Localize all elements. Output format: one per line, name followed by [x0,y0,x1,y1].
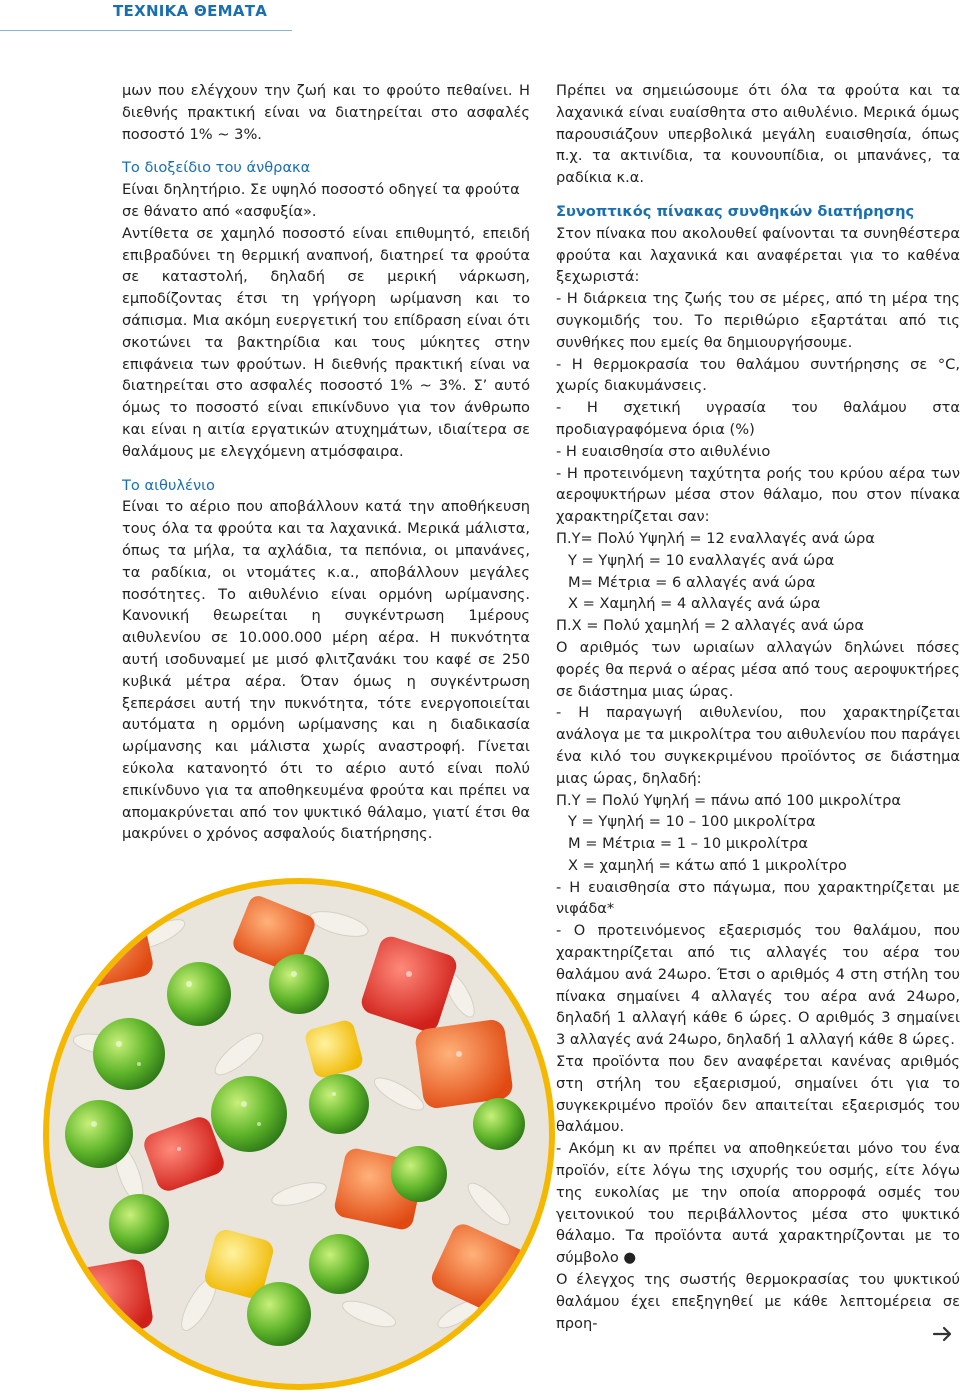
list-item: Χ = χαμηλή = κάτω από 1 μικρολίτρο [568,856,847,874]
list-item: Π.Υ = Πολύ Υψηλή = πάνω από 100 μικρολίτρα [556,791,901,809]
heading-ethylene: Το αιθυλένιο [122,476,215,494]
paragraph: - Η ευαισθησία στο πάγωμα, που χαρακτηρίζεται με νιφάδα* [556,878,960,918]
paragraph: - Η προτεινόμενη ταχύτητα ροής του κρύου αέρα των αεροψυκτήρων μέσα στον θάλαμο, που στον πίνακα χαρακτηρίζεται σαν: [556,464,960,526]
paragraph: - Η παραγωγή αιθυλενίου, που χαρακτηρίζεται ανάλογα με τα μικρολίτρα του αιθυλενίου που παράγει ένα κιλό του συγκεκριμένου προϊόντος σε διάστημα μιας ώρας, δηλαδή: [556,704,960,787]
paragraph: Αντίθετα σε χαμηλό ποσοστό είναι επιθυμητό, επειδή επιβραδύνει τη θερμική αναπνοή, διατηρεί τα φρούτα σε καταστολή, δηλαδή σε μερική νάρκωση, εμποδίζοντας έτσι τη γρήγορη ωρίμανση και το σάπισμα. Μια ακόμη ευεργετική του επίδραση είναι ότι σκοτώνει τα βακτηρίδια και τους μύκητες στην επιφάνεια των φρούτων. Η διεθνής πρακτική είναι να διατηρείται στο ασφαλές ποσοστό 1% ~ 3%. Σ’ αυτό όμως το ποσοστό είναι επικίνδυνο για τον άνθρωπο και είναι η αιτία εργατικών ατυχημάτων, ιδιαίτερα σε θαλάμους με ελεγχόμενη ατμόσφαιρα. [122,224,530,460]
heading-summary-table: Συνοπτικός πίνακας συνθηκών διατήρησης [556,202,915,220]
paragraph: - Η σχετική υγρασία του θαλάμου στα προδιαγραφόμενα όρια (%) [556,399,960,438]
paragraph: Είναι δηλητήριο. Σε υψηλό ποσοστό οδηγεί τα φρούτα σε θάνατο από «ασφυξία». [122,181,520,220]
paragraph: Ο αριθμός των ωριαίων αλλαγών δηλώνει πόσες φορές θα περνά ο αέρας μέσα από τους αεροψυκτήρες σε διάστημα μιας ώρας. [556,638,960,700]
list-item: Π.Χ = Πολύ χαμηλή = 2 αλλαγές ανά ώρα [556,617,865,635]
list-item: Υ = Υψηλή = 10 εναλλαγές ανά ώρα [568,551,835,569]
paragraph: Στα προϊόντα που δεν αναφέρεται κανένας αριθμός στη στήλη του εξαερισμού, σημαίνει ότι για το συγκεκριμένο προϊόν δεν απαιτείται εξαερισμός του θαλάμου. [556,1053,960,1136]
list-item: Χ = Χαμηλή = 4 αλλαγές ανά ώρα [568,595,821,613]
paragraph: Πρέπει να σημειώσουμε ότι όλα τα φρούτα και τα λαχανικά είναι ευαίσθητα στο αιθυλένιο. Μερικά όμως παρουσιάζουν υπερβολικά μεγάλη ευαισθησία, όπως π.χ. τα ακτινίδια, τα κουνουπίδια, οι μπανάνες, τα ραδίκια κ.α. [556,82,960,187]
paragraph: Στον πίνακα που ακολουθεί φαίνονται τα συνηθέστερα φρούτα και λαχανικά και αναφέρεται για το καθένα ξεχωριστά: [556,224,960,286]
list-item: Υ = Υψηλή = 10 – 100 μικρολίτρα [568,813,816,831]
list-item: Μ= Μέτρια = 6 αλλαγές ανά ώρα [568,573,816,591]
paragraph: - Η διάρκεια της ζωής του σε μέρες, από τη μέρα της συγκομιδής του. Το περιθώριο εξαρτάται από τις συνθήκες που εμείς θα δημιουργήσουμε. [556,290,960,351]
paragraph: - Η ευαισθησία στο αιθυλένιο [556,442,771,460]
paragraph: μων που ελέγχουν την ζωή και το φρούτο πεθαίνει. Η διεθνής πρακτική είναι να διατηρείται στο ασφαλές ποσοστό 1% ~ 3%. [122,82,530,143]
section-title: ΤΕΧΝΙΚΑ ΘΕΜΑΤΑ [113,2,268,20]
paragraph: Ο έλεγχος της σωστής θερμοκρασίας του ψυκτικού θαλάμου έχει επεξηγηθεί με κάθε λεπτομέρεια σε προη- [556,1271,960,1332]
list-item: Π.Υ= Πολύ Υψηλή = 12 εναλλαγές ανά ώρα [556,529,875,547]
list-item: Μ = Μέτρια = 1 – 10 μικρολίτρα [568,835,809,853]
paragraph: Είναι το αέριο που αποβάλλουν κατά την αποθήκευση τους όλα τα φρούτα και τα λαχανικά. Μερικά μάλιστα, όπως τα μήλα, τα αχλάδια, τα πεπόνια, οι μπανάνες, τα ραδίκια, οι ντομάτες κ.α., αποβάλλουν μεγάλες ποσότητες. Το αιθυλένιο είναι ορμόνη ωρίμανσης. Κανονική θεωρείται η συγκέντρωση 1μέρους αιθυλενίου σε 10.000.000 μέρη αέρα. Η πυκνότητα αυτή ισοδυναμεί με μισό φλιτζανάκι του καφέ σε 250 κυβικά μέτρα αέρα. Όταν όμως η συγκέντρωση ξεπεράσει αυτή την πυκνότητα, τότε ενεργοποιείται αυτόματα η ορμόνη ωρίμανσης και η διαδικασία ωρίμανσης και μάλιστα χωρίς αναστροφή. Γίνεται εύκολα κατανοητό ότι το αέριο αυτό είναι πολύ επικίνδυνο για τα αποθηκευμένα φρούτα και πρέπει να απομακρύνεται από τον ψυκτικό θάλαμο, γιατί έτσι θα μακρύνει ο χρόνος ασφαλούς διατήρησης. [122,498,530,843]
heading-carbon-dioxide: Το διοξείδιο του άνθρακα [122,159,311,177]
paragraph: - Η θερμοκρασία του θαλάμου συντήρησης σε °C, χωρίς διακυμάνσεις. [556,355,960,395]
paragraph: - Ακόμη κι αν πρέπει να αποθηκεύεται μόνο του ένα προϊόν, είτε λόγω της ισχυρής του οσμής, είτε λόγω της ευκολίας με την οποία απορροφά οσμές του γειτονικού του περιβάλλοντος μέσα στο ψυκτικό θάλαμο. Τα προϊόντα αυτά χαρακτηρίζονται με το σύμβολο ● [556,1140,960,1267]
frozen-vegetables-photo [39,874,559,1394]
right-column [556,80,960,1334]
header-divider [0,30,292,31]
left-column [122,80,530,845]
paragraph: - Ο προτεινόμενος εξαερισμός του θαλάμου, που χαρακτηρίζεται από τις αλλαγές του αέρα του θαλάμου ανά 24ωρο. Έτσι ο αριθμός 4 στη στήλη του πίνακα σημαίνει 4 αλλαγές του αέρα ανά 24ωρο, δηλαδή 1 αλλαγή κάθε 6 ώρες. Ο αριθμός 3 σημαίνει 3 αλλαγές ανά 24ωρο, δηλαδή 1 αλλαγή κάθε 8 ώρες. [556,922,960,1049]
arrow-right-icon [931,1322,955,1346]
